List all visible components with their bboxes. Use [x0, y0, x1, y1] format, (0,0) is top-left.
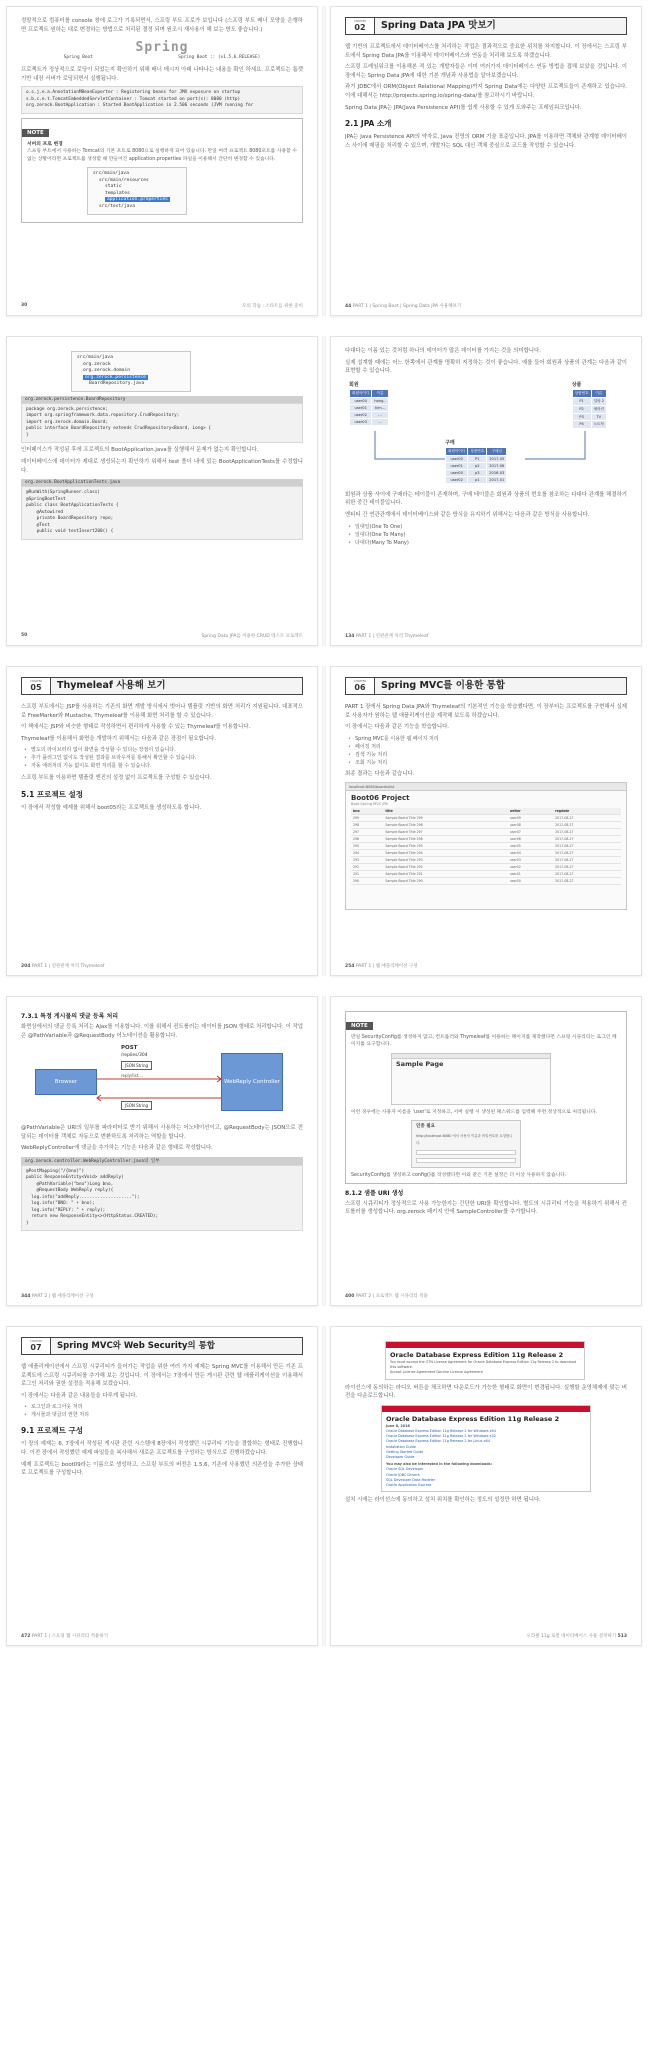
- tree-item: src/main/resources: [99, 177, 149, 183]
- tree-item: org.zerock: [83, 361, 111, 367]
- paragraph: 스프링 부트에서는 JSP를 사용하는 기존의 화면 개발 방식에서 벗어나 템플릿 기반의 화면 처리가 지원됩니다. 대표적으로 FreeMarker와 Mustache, Thymeleaf를 이용해 화면 처리를 할 수 있습니다.: [21, 704, 303, 719]
- oracle-download-screenshot: [381, 1405, 591, 1492]
- sample-page-screenshot: [391, 1053, 551, 1105]
- oracle-title: Oracle Database Express Edition 11g Release 2: [386, 1414, 560, 1423]
- screen-subtitle: Boot Spring MVC JPA: [351, 802, 388, 807]
- footer-text: PART 1 | 스프링 웹 시큐리티 적용하기: [31, 1634, 109, 1639]
- er-member-label: 회원: [349, 381, 359, 388]
- screen-title: Boot06 Project: [351, 794, 410, 803]
- footer-text: PART 1 | 웹 애플리케이션 구성: [355, 964, 418, 969]
- page-number: 254: [345, 964, 355, 969]
- page-footer: [345, 1633, 627, 1639]
- chapter-label: CHAPTER: [353, 20, 367, 23]
- tree-item: templates: [105, 190, 130, 196]
- oracle-title-top: Oracle Database Express Edition 11g Release 2: [390, 1351, 564, 1359]
- page-footer: [21, 1633, 303, 1639]
- login-dialog-screenshot: [411, 1120, 521, 1168]
- table-row: 298 Sample Board Title 298 user08 2017-08-27: [351, 822, 621, 829]
- paragraph: WebReplyController에 댓글을 추가하는 기능은 다음과 같은 형태로 작성합니다.: [21, 1145, 213, 1152]
- table-row: 292 Sample Board Title 292 user02 2017-08-27: [351, 864, 621, 871]
- oracle-download-link[interactable]: Developer Guide: [386, 1455, 415, 1460]
- book-gutter: [322, 336, 326, 646]
- tree-item: src/test/java: [99, 204, 135, 210]
- log-line: s.b.c.e.t.TomcatEmbeddedServletContainer : Tomcat started on port(s): 8080 (http): [26, 96, 241, 102]
- note-box: [345, 1011, 627, 1184]
- page-number: 44: [345, 304, 352, 309]
- page-right: [330, 666, 642, 976]
- er-product-label: 상품: [571, 381, 582, 388]
- paragraph: 웹 애플리케이션에서 스프링 시큐리티가 들어가는 작업을 위한 여러 가지 예제는 Spring MVC를 이용해서 만든 기존 프로젝트에 스프링 시큐리티를 추가해 보는 것입니다. 이 장에서는 7장에서 만든 게시판 관련 웹 애플리케이션을 이용해서 로그인 처리와 권한 설정을 적용해 보겠습니다.: [21, 1364, 303, 1388]
- page-footer: [345, 1293, 627, 1299]
- footer-text: PART 2 | 웹 애플리케이션 구성: [31, 1294, 94, 1299]
- bullet-item: • 검색 기능 처리: [345, 751, 627, 759]
- paragraph: 웹 기반의 프로젝트에서 데이터베이스를 처리하는 작업은 결과적으로 중요한 위치를 차지합니다. 이 장에서는 스프링 부트에서 Spring Data JPA를 이용해서 데이터베이스와 연동을 처리해 보도록 하겠습니다.: [345, 44, 627, 59]
- paragraph: 화면상에서의 댓글 등록 처리는 Ajax를 이용합니다. 이를 위해서 컨트롤러는 데이터를 JSON 형태로 처리합니다. 이 작업은 @PathVariable과 @RequestBody 어노테이션을 활용합니다.: [21, 1024, 303, 1039]
- oracle-related-link[interactable]: Oracle Application Express: [386, 1483, 432, 1488]
- bullet-item: • 별도의 라이브러리 없이 화면을 작성할 수 있다는 장점이 있습니다.: [21, 746, 303, 754]
- page-footer: [345, 303, 627, 309]
- tree-item: BoardRepository.java: [89, 381, 145, 387]
- note-box: [21, 118, 303, 223]
- chapter-heading: [345, 17, 627, 35]
- paragraph: 스프링 프레임워크를 이용해본 적 있는 개발자들은 이미 여러가지 데이터베이스 연동 방법을 접해 보았을 것입니다. 이 장에서는 Spring Data JPA에 대한 기본 개념과 사용법을 알아보겠습니다.: [345, 64, 627, 79]
- banner-version: [21, 55, 303, 60]
- section-text: 이 장에서 작성할 예제를 위해서 boot05라는 프로젝트를 생성하도록 합니다.: [21, 804, 202, 811]
- oracle-related-link[interactable]: SQL Developer Data Modeler: [386, 1477, 436, 1482]
- section-text: 이 장의 예제는 6, 7장에서 작성된 게시판 관련 시스템에 8장에서 작성했던 시큐리티 기능을 결합하는 형태로 진행합니다. 이전 장에서 작성했던 예제 파일들을 복사해서 새로운 프로젝트를 구성하는 방식으로 진행하겠습니다.: [21, 1441, 303, 1456]
- paragraph: 이 장에서는 다음과 같은 기능을 학습합니다.: [345, 724, 450, 731]
- chapter-number: 07: [30, 1343, 42, 1352]
- code-header: org.zerock.persistence.BoardRepository: [21, 396, 303, 403]
- oracle-license-screenshot: [385, 1341, 585, 1380]
- footer-text: PART 2 | 프로젝트 웹 시큐리티 적용: [355, 1294, 428, 1299]
- note-text: 만일 SecurityConfig를 생성하지 않고, 컨트롤러와 Thymeleaf를 이용하는 페이지를 제작했다면 스프링 시큐리티는 로그인 페이지를 요구합니다.: [351, 1035, 617, 1048]
- paragraph: 이 책에서는 JSP와 비슷한 형태로 작성하면서 편리하게 사용할 수 있는 Thymeleaf를 이용합니다.: [21, 724, 251, 731]
- paragraph: 회원과 상품 사이에 구매라는 테이블이 존재하며, 구매 테이블은 회원과 상품의 번호를 참조하는 다대다 관계를 해결하기 위한 중간 테이블입니다.: [345, 491, 627, 507]
- table-row: 290 Sample Board Title 290 user00 2017-08-27: [351, 878, 621, 885]
- tree-item: org.zerock.domain: [83, 368, 131, 374]
- bullet-item: • 게시물과 댓글의 권한 처리: [21, 1411, 303, 1419]
- paragraph: 정말적으로 컴퓨터를 console 창에 로그가 기록되면서, 스프링 부트 프로가 보입니다 (스프링 부트 배너 모양을 은행하면 프로젝트 원하는 대로 변경하는 방법으로 처리된 결정 되며 원조시 재사용이 해 보는 방도 좋습니다.): [21, 18, 303, 33]
- note-label: NOTE: [346, 1022, 373, 1030]
- bullet-item: • 일대일(One To One): [345, 523, 627, 531]
- note-label: NOTE: [22, 129, 49, 137]
- section-title: 2.1 JPA 소개: [345, 119, 392, 129]
- paragraph: 과거 JDBC에서 ORM(Object Relational Mapping)까지 Spring Data에는 다양한 프로젝트들이 존재하고 있습니다. 이에 대해서는 http://projects.spring.io/spring-data/를 참고하시기 바랍니다.: [345, 84, 627, 99]
- er-purchase-label: 구매: [445, 439, 455, 446]
- paragraph: 엔티티 간 연관관계에서 데이터베이스와 같은 방식을 유지하기 위해서는 다음과 같은 방식을 사용합니다.: [345, 511, 590, 518]
- chapter-number: 05: [30, 683, 42, 692]
- browser-url: localhost:8080/boards/list: [346, 783, 626, 791]
- page-number: 50: [21, 633, 28, 638]
- dialog-text: http://localhost:8080 에서 사용자 이름과 비밀번호를 요청합니다.: [416, 1133, 513, 1146]
- er-member-table: 회원 회원아이디 이름 user00 hong.. user01 kim... user02 ... user03 ...: [349, 381, 389, 426]
- oracle-related-link[interactable]: Oracle JDBC Drivers: [386, 1472, 420, 1477]
- page-left: [6, 666, 318, 976]
- section-title: 8.1.2 샘플 URI 생성: [345, 1189, 404, 1197]
- sample-page-title: Sample Page: [396, 1059, 444, 1068]
- table-row: 291 Sample Board Title 291 user01 2017-08-27: [351, 871, 621, 878]
- page-number: 472: [21, 1634, 31, 1639]
- page-left: [6, 996, 318, 1306]
- bullet-item: • 페이징 처리: [345, 743, 627, 751]
- diagram-post: POST: [121, 1045, 138, 1052]
- table-row: 296 Sample Board Title 296 user06 2017-08-27: [351, 836, 621, 843]
- footer-text: PART 1 | 연관관계 처리 Thymeleaf: [31, 964, 105, 969]
- page-footer: [345, 963, 627, 969]
- bullet-item: • 조회 기능 처리: [345, 759, 627, 767]
- note-text: 스프링 부트에서 사용하는 Tomcat의 기본 포트로 8080으로 실행하게 되어 있습니다. 만일 여러 프로젝트 8080포트를 사용할 수 없는 상황이라면 프로젝트를 생성할 때 만들어진 application.properties 파일을 이용해서 간단히 변경할 수 있습니다.: [27, 149, 297, 162]
- section-text: JPA는 Java Persistence API의 약자로, Java 진영의 ORM 기술 표준입니다. JPA를 이용하면 객체와 관계형 데이터베이스 사이에 매핑을 처리할 수 있으며, 개발자는 SQL 대신 객체 중심으로 코드를 작성할 수 있습니다.: [345, 134, 627, 149]
- oracle-download-link[interactable]: Getting Started Guide: [386, 1449, 424, 1454]
- diagram-json-bottom: JSON String: [121, 1101, 152, 1110]
- diagram-reply: reply/list....: [121, 1073, 144, 1079]
- tree-item-selected: org.zerock.persistence: [85, 374, 146, 380]
- oracle-related-link[interactable]: Oracle SQL Developer: [386, 1467, 424, 1472]
- bullet-item: • 다대다(Many To Many): [345, 539, 627, 547]
- banner-version-text: Spring Boot :: (v1.5.6.RELEASE): [178, 55, 261, 61]
- spread-5: [0, 1320, 648, 1660]
- username-field[interactable]: [416, 1150, 516, 1155]
- spread-2: [0, 330, 648, 654]
- chapter-heading: [21, 677, 303, 695]
- paragraph: 다대다는 이름 있는 것처럼 하나의 데이터가 많은 데이터를 가지는 것을 의미합니다.: [345, 348, 541, 354]
- diagram-arrows: [21, 1043, 303, 1121]
- log-line: o.s.j.e.a.AnnotationMBeanExporter : Registering beans for JMX exposure on startup: [26, 90, 241, 96]
- page-number: 134: [345, 634, 355, 639]
- code-header: org.zerock.BootApplicationTests.java: [21, 479, 303, 486]
- footer-text: 오라클 11g 로컬 데이터베이스 사용 설치하기: [526, 1634, 617, 1639]
- page-left: [6, 1326, 318, 1646]
- log-line: org.zerock.BootApplication : Started BootApplication in 2.506 seconds (JVM running for: [26, 103, 254, 109]
- dialog-title: 인증 필요: [416, 1124, 435, 1130]
- page-right: [330, 1326, 642, 1646]
- diagram-controller: WebReply Controller: [221, 1053, 283, 1111]
- book-gutter: [322, 996, 326, 1306]
- package-tree-screenshot: [71, 351, 191, 392]
- footer-text: PART 1 | Spring Boot | Spring Data JPA 사용해보기: [352, 304, 462, 309]
- chapter-label: CHAPTER: [29, 680, 43, 683]
- diagram-browser: Browser: [35, 1069, 97, 1095]
- spring-ascii-banner: Spring: [135, 40, 189, 56]
- section-title: 9.1 프로젝트 구성: [21, 1426, 83, 1436]
- page-left: [6, 336, 318, 646]
- oracle-download-link[interactable]: Installation Guide: [386, 1444, 416, 1449]
- section-title: 7.3.1 특정 게시물의 댓글 등록 처리: [21, 1013, 119, 1020]
- section-title: 5.1 프로젝트 설정: [21, 789, 83, 799]
- oracle-sub-top: You must accept the OTN License Agreement for Oracle Database Express Edition 11g Release 2 to download this software.: [390, 1360, 576, 1370]
- board-list-screenshot: [345, 782, 627, 910]
- paragraph: 데이터베이스에 데이터가 제대로 생성되는지 확인하기 위해서 test 폴더 내에 있는 BootApplicationTests를 수정합니다.: [21, 459, 303, 474]
- table-row: 299 Sample Board Title 299 user09 2017-08-27: [351, 815, 621, 822]
- code-block: @RunWith(SpringRunner.class) @SpringBootTest public class BootApplicationTests { @Autowired private BoardRepository repo; @Test public void testInsert200() {: [21, 486, 303, 540]
- page-right: [330, 336, 642, 646]
- paragraph: 이 장에서는 다음과 같은 내용들을 다루게 됩니다.: [21, 1392, 138, 1399]
- tree-item: src/main/java: [93, 171, 129, 177]
- book-gutter: [322, 6, 326, 316]
- page-right: [330, 6, 642, 316]
- chapter-label: CHAPTER: [29, 1340, 43, 1343]
- table-row: 293 Sample Board Title 293 user03 2017-08-27: [351, 857, 621, 864]
- board-list-table: bno title writer regdate 299 Sample Board Title 299 user09 2017-08-27 298 Sample Board Title 298 user08 2017-08-27 297 Sample Board Title 297 user07 2017-08-27 296 Sample Board Title 296 user06 2017-08-27 295 Sample Board Title 295 user05 2017-08-27 294 Sample Board Title 294 user04 2017-08-27 293 Sample Board Title 293 user03 2017-08-27 292 Sample Board Title 292 user02 2017-08-27 291 Sample Board Title 291 user01 2017-08-27 290 Sample Board Title 290 user00 2017-08-27: [351, 808, 621, 885]
- page-number: 400: [345, 1294, 355, 1299]
- banner-left-label: Spring Boot: [63, 55, 93, 61]
- footer-text: Spring Data JPA를 이용한 CRUD 테스트 프로젝트: [201, 634, 303, 639]
- page-footer: [21, 633, 303, 639]
- oracle-license-radio[interactable]: Accept License Agreement Decline License Agreement: [390, 1370, 483, 1375]
- note-text: SecurityConfig를 생성하고 config()를 작성했다면 이와 같은 기본 설정은 더 이상 사용하지 않습니다.: [351, 1173, 567, 1179]
- chapter-heading: [21, 1337, 303, 1355]
- project-tree-screenshot: [87, 167, 187, 215]
- footer-text: 모의 학습 : 스타트를 위한 준비: [242, 304, 303, 309]
- paragraph: 스프링 부트를 이용하면 템플릿 엔진의 설정 없이 프로젝트를 구성할 수 있습니다.: [21, 775, 212, 782]
- section-text: 예제 프로젝트는 boot09라는 이름으로 생성하고, 스프링 부트의 버전은 1.5.6, 기존에 사용했던 의존성을 추가한 상태로 프로젝트를 구성합니다.: [21, 1461, 303, 1477]
- paragraph: Spring Data JPA는 JPA(Java Persistence API)를 쉽게 사용할 수 있게 도와주는 프레임워크입니다.: [345, 104, 582, 111]
- page-right: [330, 996, 642, 1306]
- er-product-table: 상품 상품번호 이름 P1 설탕 2 P2 에어컨 P3 TV P4 노트북: [572, 381, 607, 429]
- diagram-json-top: JSON String: [121, 1061, 152, 1070]
- page-left: [6, 6, 318, 316]
- bullet-item: • 추가 플러그인 없이도 작성된 결과를 브라우저를 통해서 확인할 수 있습니다.: [21, 754, 303, 762]
- spread-1: [0, 0, 648, 324]
- note-text: 이런 경우에는 사용자 이름을 'user'로 지정하고, 서버 실행 시 생성된 패스워드를 입력해 주면 정상적으로 처리됩니다.: [351, 1109, 598, 1115]
- bullet-item: • Spring MVC를 이용한 웹 페이지 처리: [345, 735, 627, 743]
- chapter-heading: [345, 677, 627, 695]
- book-gutter: [322, 666, 326, 976]
- page-footer: [21, 303, 303, 309]
- chapter-title: Spring MVC를 이용한 통합: [375, 677, 627, 695]
- paragraph: Thymeleaf를 이용해서 화면을 개발하기 위해서는 다음과 같은 장점이 필요합니다.: [21, 735, 216, 742]
- paragraph: PART 1 장에서 Spring Data JPA와 Thymeleaf의 기본적인 기능을 학습했다면, 이 장부터는 프로젝트를 구현해서 실제로 사용자가 원하는 웹 애플리케이션을 제작해 보도록 하겠습니다.: [345, 704, 627, 719]
- diagram-url: /replies/304: [121, 1053, 148, 1059]
- page-footer: [345, 633, 627, 639]
- chapter-number: 06: [354, 683, 366, 692]
- er-purchase-table: 구매 회원아이디 상품번호 구매일 user00 P1 2017-05 user01 p2 2017-06 user00 p3 2016-03 user02 p1 2017-01: [445, 439, 507, 484]
- console-log: [21, 86, 303, 114]
- tree-item-selected: application.properties: [107, 197, 168, 203]
- chapter-title: Thymeleaf 사용해 보기: [51, 677, 303, 695]
- page-number: 30: [21, 303, 28, 308]
- paragraph: 프로젝트가 정상적으로 로딩이 되었는지 확인하기 위해 배너 메시지 아래 나타나는 내용을 확인 하세요. 프로젝트는 톰캣 기반 내장 서버가 로딩되면서 실행됩니다.: [21, 67, 303, 82]
- note-title: 서버의 프로 변경: [27, 141, 63, 147]
- code-block: package org.zerock.persistence; import org.springframework.data.repository.CrudRepository; import org.zerock.domain.Board; public interface BoardRepository extends CrudRepository<Board, Long> { }: [21, 403, 303, 444]
- book-gutter: [322, 1326, 326, 1646]
- page-number: 513: [617, 1634, 627, 1639]
- chapter-title: Spring MVC와 Web Security의 통합: [51, 1337, 303, 1355]
- oracle-download-link[interactable]: Oracle Database Express Edition 11g Release 2 for Windows x64: [386, 1429, 496, 1433]
- paragraph: 설치 시에는 라이선스에 동의하고 설치 위치를 확인하는 정도의 설정만 하면 됩니다.: [345, 1497, 541, 1504]
- paragraph: 최종 결과는 다음과 같습니다.: [345, 770, 415, 777]
- section-text: 스프링 시큐리티가 정상적으로 사용 가능한지는 간단한 URI를 확인합니다. 별도의 시큐리티 기능을 적용하기 위해서 컨트롤러를 생성합니다. org.zerock 패키지 안에 SampleController를 추가합니다.: [345, 1200, 627, 1216]
- table-row: 297 Sample Board Title 297 user07 2017-08-27: [351, 829, 621, 836]
- chapter-title: Spring Data JPA 맛보기: [375, 17, 627, 35]
- bullet-item: • 자동 에러처리 기능 없이도 화면 처리를 할 수 있습니다.: [21, 762, 303, 770]
- code-header: org.zerock.controller.WebReplyController.java의 일부: [21, 1157, 303, 1165]
- bullet-item: • 일대다(One To Many): [345, 531, 627, 539]
- tree-item: static: [105, 184, 122, 190]
- oracle-download-link[interactable]: Oracle Database Express Edition 11g Release 2 for Linux x64: [386, 1439, 490, 1444]
- paragraph: 인터페이스가 작성된 후에 프로젝트의 BootApplication.java를 실행해서 문제가 없는지 확인합니다.: [21, 447, 259, 454]
- table-row: 295 Sample Board Title 295 user05 2017-08-27: [351, 843, 621, 850]
- bullet-item: • 로그인과 로그아웃 처리: [21, 1403, 303, 1411]
- page-number: 344: [21, 1294, 31, 1299]
- paragraph: 라이선스에 동의하는 라디오 버튼을 체크하면 다운로드가 가능한 형태로 화면이 변경됩니다. 실행할 운영체제에 맞는 버전을 다운로드합니다.: [345, 1384, 627, 1400]
- spread-3: [0, 660, 648, 984]
- page-footer: [21, 963, 303, 969]
- code-block: @PostMapping("/{bno}") public ResponseEntity<Void> addReply( @PathVariable("bno")Long bno, @RequestBody WebReply reply){ log.info("addReply...................."); log.info("BNO: " + bno); log.info("REPLY: " + reply); return new ResponseEntity<>(HttpStatus.CREATED); }: [21, 1165, 303, 1232]
- footer-text: PART 1 | 연관관계 처리 Thymeleaf: [355, 634, 429, 639]
- password-field[interactable]: [416, 1158, 516, 1163]
- spread-4: [0, 990, 648, 1314]
- oracle-download-link[interactable]: Oracle Database Express Edition 11g Release 2 for Windows x32: [386, 1434, 496, 1439]
- page-number: 204: [21, 964, 31, 969]
- paragraph: 실제 설계할 때에는 어느 한쪽에서 관계를 명확히 지정하는 것이 좋습니다. 예를 들어 회원과 상품의 관계는 다음과 같이 표현할 수 있습니다.: [345, 359, 627, 375]
- table-row: 294 Sample Board Title 294 user04 2017-08-27: [351, 850, 621, 857]
- oracle-list-head: You may also be interested in the following downloads:: [386, 1462, 493, 1467]
- oracle-date: June 8, 2016: [386, 1423, 410, 1428]
- er-diagram: [345, 379, 627, 491]
- tree-item: src/main/java: [77, 355, 113, 360]
- chapter-number: 02: [354, 23, 366, 32]
- ajax-flow-diagram: [21, 1043, 303, 1121]
- chapter-label: CHAPTER: [353, 680, 367, 683]
- page-footer: [21, 1293, 303, 1299]
- paragraph: @PathVariable은 URI의 일부를 파라미터로 받기 위해서 사용하는 어노테이션이고, @RequestBody는 JSON으로 전달되는 데이터를 객체로 자동으로 변환하도록 처리하는 역할을 합니다.: [21, 1125, 303, 1140]
